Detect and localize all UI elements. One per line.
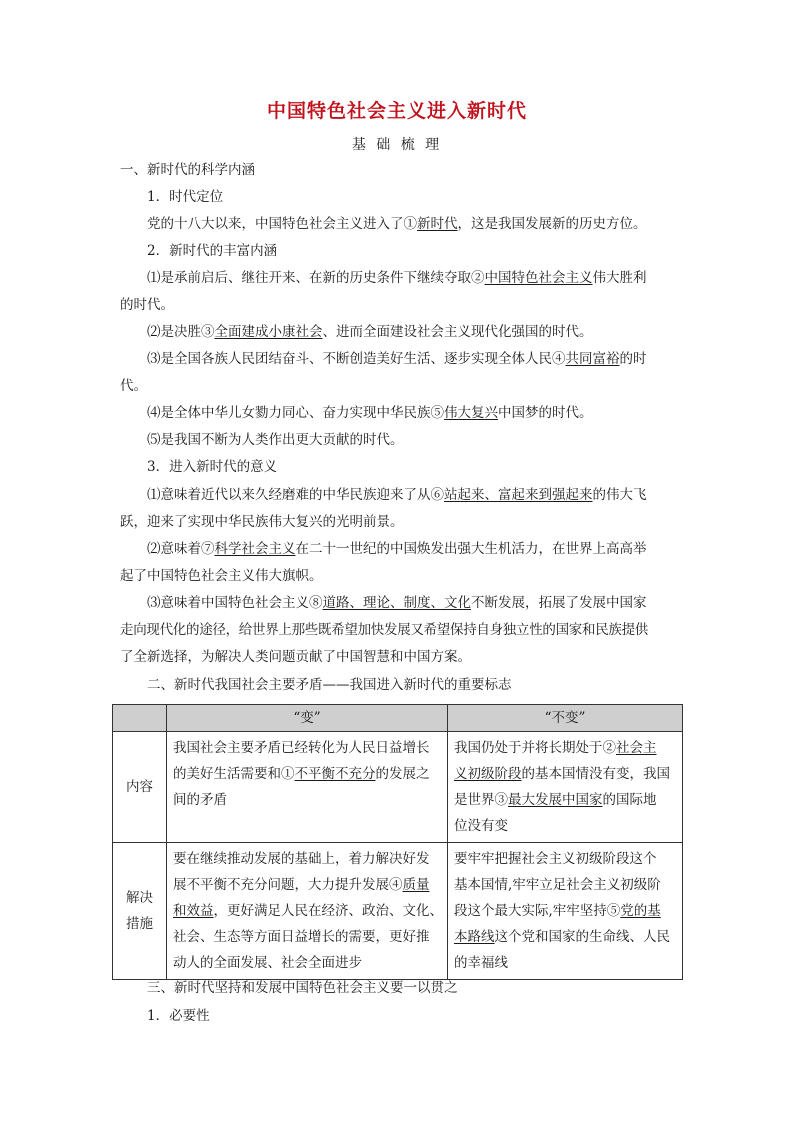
item-1-3-1: ⑴意味着近代以来久经磨难的中华民族迎来了从⑥站起来、富起来到强起来的伟大飞 xyxy=(147,487,647,503)
cell-content-change: 我国社会主要矛盾已经转化为人民日益增长 的美好生活需要和①不平衡不充分的发展之 间的矛盾 xyxy=(167,732,448,843)
section-heading-1: 一、新时代的科学内涵 xyxy=(120,162,255,178)
cell-measures-change: 要在继续推动发展的基础上，着力解决好发 展不平衡不充分问题，大力提升发展④质量 和效益，更好满足人民在经济、政治、文化、 社会、生态等方面日益增长的需要，更好推 动人的全面发展、社会全面进步 xyxy=(167,843,448,980)
item-1-3-1-cont: 跃，迎来了实现中华民族伟大复兴的光明前景。 xyxy=(120,514,404,530)
subsection-heading-1-1: 1．时代定位 xyxy=(147,189,224,205)
item-1-3-2-cont: 起了中国特色社会主义伟大旗帜。 xyxy=(120,568,323,584)
item-1-2-3-cont: 代。 xyxy=(120,378,147,394)
item-1-3-3: ⑶意味着中国特色社会主义⑧道路、理论、制度、文化不断发展，拓展了发展中国家 xyxy=(147,595,647,611)
item-1-2-3: ⑶是全国各族人民团结奋斗、不断创造美好生活、逐步实现全体人民④共同富裕的时 xyxy=(147,351,647,367)
cell-content-nochange: 我国仍处于并将长期处于②社会主 义初级阶段的基本国情没有变，我国 是世界③最大发展中国家的国际地 位没有变 xyxy=(448,732,683,843)
subsection-heading-1-2: 2．新时代的丰富内涵 xyxy=(147,243,278,259)
item-1-3-2: ⑵意味着⑦科学社会主义在二十一世纪的中国焕发出强大生机活力，在世界上高高举 xyxy=(147,541,647,557)
row-label-content: 内容 xyxy=(113,732,167,843)
section-heading-2: 二、新时代我国社会主要矛盾——我国进入新时代的重要标志 xyxy=(147,677,512,693)
cell-measures-nochange: 要牢牢把握社会主义初级阶段这个 基本国情,牢牢立足社会主义初级阶 段这个最大实际,牢牢坚持⑤党的基 本路线这个党和国家的生命线、人民 的幸福线 xyxy=(448,843,683,980)
item-1-2-5: ⑸是我国不断为人类作出更大贡献的时代。 xyxy=(147,432,404,448)
table-corner-cell xyxy=(113,705,167,732)
section-heading-3: 三、新时代坚持和发展中国特色社会主义要一以贯之 xyxy=(147,980,458,996)
item-1-2-4: ⑷是全体中华儿女勠力同心、奋力实现中华民族⑤伟大复兴中国梦的时代。 xyxy=(147,405,593,421)
column-header-change: “变” xyxy=(167,705,448,732)
page-title: 中国特色社会主义进入新时代 xyxy=(266,100,527,122)
page-subtitle: 基 础 梳 理 xyxy=(351,137,443,153)
table-row xyxy=(113,732,683,843)
column-header-nochange: “不变” xyxy=(448,705,683,732)
item-1-3-3-cont2: 了全新选择，为解决人类问题贡献了中国智慧和中国方案。 xyxy=(120,649,471,665)
paragraph-1-1: 党的十八大以来，中国特色社会主义进入了①新时代，这是我国发展新的历史方位。 xyxy=(147,216,647,232)
contradiction-table xyxy=(112,704,683,980)
table-header-row xyxy=(113,705,683,732)
item-1-2-1: ⑴是承前启后、继往开来、在新的历史条件下继续夺取②中国特色社会主义伟大胜利 xyxy=(147,270,647,286)
item-1-3-3-cont: 走向现代化的途径，给世界上那些既希望加快发展又希望保持自身独立性的国家和民族提供 xyxy=(120,622,648,638)
item-1-2-2: ⑵是决胜③全面建成小康社会、进而全面建设社会主义现代化强国的时代。 xyxy=(147,324,593,340)
subsection-heading-3-1: 1．必要性 xyxy=(147,1008,210,1024)
row-label-measures: 解决 措施 xyxy=(113,843,167,980)
item-1-2-1-cont: 的时代。 xyxy=(120,297,174,313)
table-row xyxy=(113,843,683,980)
subsection-heading-1-3: 3．进入新时代的意义 xyxy=(147,459,278,475)
